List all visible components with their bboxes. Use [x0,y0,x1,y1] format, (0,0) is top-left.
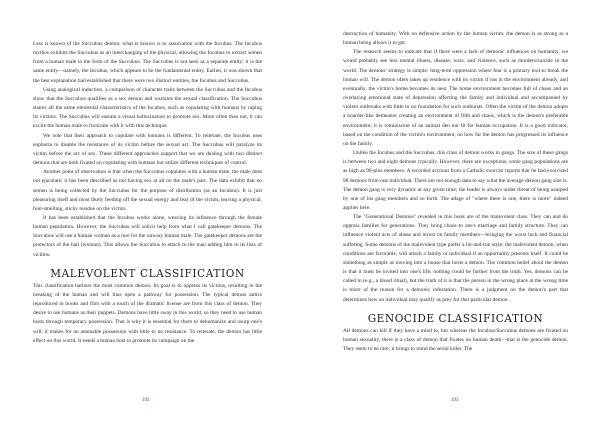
paragraph: destruction of humanity. With no defensive action by the human victim, the demon is as strong as a human being allows it to get. [343,31,568,47]
right-page [300,0,600,429]
section-heading-genocide: GENOCIDE CLASSIFICATION [367,312,544,325]
page-number-left: 192 [142,398,150,403]
paragraph: Less is known of the Succubus demon; what is known is in association with the Incubus. The Incubus mythos exhibits the Succubus as an interchanging of the physical, allowing the Incubus to extract semen from a human male in the form of the Succubus. The Succubus is not seen as a separate entity; it is the same entity—namely, the Incubus, which appears to be the fundamental entity. Earlier, it was shown that the best explanation had established that there were two distinct entities, the Incubus and Succubus. [33,41,262,84]
paragraph: Unlike the Incubus and the Succubus, this class of demon works in gangs. The size of these gangs is between two and eight demons typically. However, there are exceptions; some gang populations are as high as 90-plus members. A recorded account from a Catholic exorcist reports that he had exorcised 98 demons from one individual. There are not enough data to say what the average demon gang size is. The demon gang is very dynamic at any given time; the leader is always under threat of being usurped by one of his gang members and so forth. The adage of "where there is one, there is more" indeed applies here. [343,150,568,211]
left-page-body [33,40,262,346]
paragraph: It has been established that the Incubus works alone, weaving its influence through the female human population. However, the Succubus will solicit help from what I call gatekeeper demons. The Succubus will use a human woman as a lure for the unwary human male. The gatekeeper demons are the protectors of the bait (woman). This allows the Succubus to attach to the man adding him to its lists of victims. [33,214,262,258]
section-heading-malevolent: MALEVOLENT CLASSIFICATION [50,267,245,281]
page-number-right: 193 [451,398,459,403]
paragraph: We note that their approach to copulate with humans is different. To reiterate, the Incubus uses euphoria to disable the resistance of its victim before the sexual act. The Succubus will paralyze its victim before the act of sex. These different approaches support that we are dealing with two distinct demons that are both fixated on copulating with humans but utilize different techniques of control. [33,132,262,167]
paragraph: Using analogical induction, a comparison of character traits between the Succubus and the Incubus show that the Succubus qualifies as a sex demon and warrants the sexual classification. The Succubus shares all the same elemental characteristics of the Incubus, such as copulating with humans by raping its victims. The Succubus will sustain a visual hallucination to promote sex. More often than not, it can excite the human male to fornicate with it with this technique. [33,86,262,130]
paragraph: Another point of observation is that when the Succubus copulates with a human male, the male does not ejaculate; it has been described as not having sex at all on the male's part. The data exhibit that no semen is being collected by the Succubus for the purpose of distribution (as an Incubus). It is just pleasuring itself and most likely feeding off the sexual energy and fear of the victim, leaving a physical, foul-smelling, sticky residue on the victim. [33,169,262,212]
paragraph: All demons can kill if they have a mind to, but whereas the Incubus/Succubus demons are fixated on human sexuality, there is a class of demon that fixates on human death—that is the genocide demon. They seem to be rare; it brings to mind the serial killer. The [343,327,568,352]
paragraph: The "Generational Demons" revealed in this book are of the malevolent class. They can and do oppress families for generations. They bring chaos to one's marriage and family structure. They can influence violent acts of abuse and incest on family members—bringing the worst luck and financial suffering. Some demons of the malevolent type prefer a hit-and-run style; the malevolent demon, when conditions are favorable, will attack a family or individual if an opportunity presents itself. It could be something as simple as moving into a house that hosts a demon. The common belief about the demon is that it must be invited into one's life; nothing could be further from the truth. Yes, demons can be called in (e.g., a blood ritual), but the truth of it is that the person in the wrong place at the wrong time is more of the reason for a demonic infestation. There is a judgment on the demon's part that determines how an individual may qualify as prey for that particular demon. [343,214,568,303]
paragraph: The research seems to indicate that if there were a lack of demonic influences on humanity, we would probably see less mental illness, disease, wars, and violence, such as murders/suicide in the world. The demons' strategy is simple: long-term oppression where fear is a primary tool to break the human will. The demon often takes up residence with its victim if not in the environment already, and eventually, the victim's home becomes its nest. The home environment becomes full of chaos and an overlaying emotional state of depression affecting the family and individual and accompanied by violent outbreaks with little to no foundation for such outbursts. Often the victim of the demon adopts a hoarder-like demeanor creating an environment of filth and chaos, which is the demon's preferable environment; it is reminiscent of an animal den not fit for human occupation. It is a good indicator, based on the condition of the victim's environment, on how far the demon has progressed its influence on the family. [343,49,568,147]
right-page-body [343,30,568,354]
paragraph: This classification harbors the most common demon. Its goal is to oppress its victims, resulting in the breaking of the human and will thus open a pathway for possession. The typical demon antics reproduced in books and film with a touch of the dramatic license are from this class of demon. They desire to use humans as their puppets. Demons have little sway in this world, so they need to use human hosts through temporary possession. That is why it is essential for them to dehumanize and usurp one's will; it makes for an amenable possession with little to no resistance. To reiterate, the demon has little effect on this world. It needs a human host to promote its campaign on the [33,282,262,344]
